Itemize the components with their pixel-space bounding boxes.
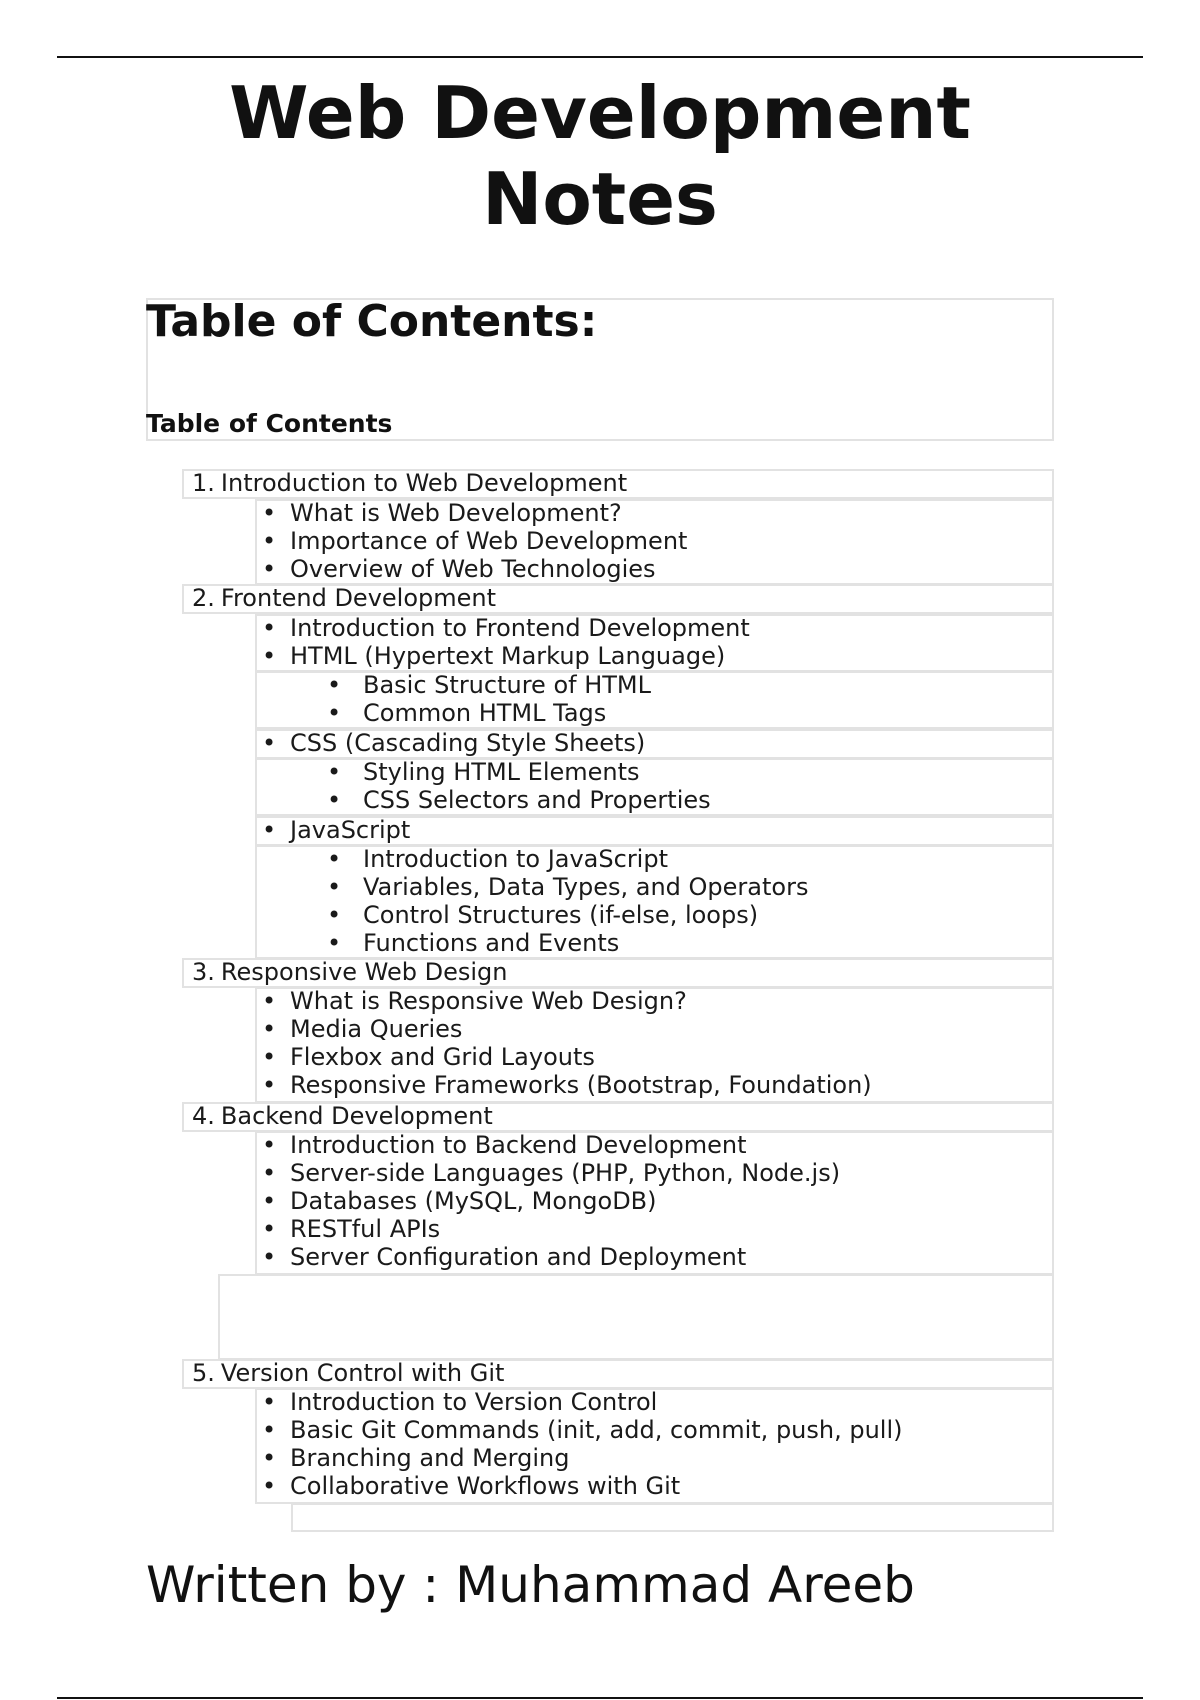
list-item[interactable] [262, 527, 687, 555]
list-item[interactable] [262, 499, 622, 527]
list-item-label: Server-side Languages (PHP, Python, Node.js) [290, 1159, 841, 1187]
bullet-icon: • [262, 614, 277, 642]
section-5-title[interactable] [192, 1359, 504, 1387]
section-3-title[interactable] [192, 958, 508, 986]
list-item-label: CSS (Cascading Style Sheets) [290, 729, 646, 757]
bullet-icon: • [327, 786, 342, 814]
author-line: Written by : Muhammad Areeb [146, 1556, 915, 1614]
list-item[interactable] [262, 1472, 680, 1500]
document-title: Web Development Notes [229, 71, 971, 241]
list-item-label: Overview of Web Technologies [290, 555, 656, 583]
section-1-title[interactable] [192, 469, 627, 497]
section-5-number: 5. [192, 1359, 215, 1387]
list-item-label: JavaScript [290, 816, 411, 844]
section-4-title[interactable] [192, 1102, 493, 1130]
bullet-icon: • [262, 1187, 277, 1215]
section-2-label: Frontend Development [220, 584, 497, 612]
section-4-number: 4. [192, 1102, 215, 1130]
top-rule [57, 56, 1143, 58]
list-item[interactable] [262, 816, 410, 844]
list-item[interactable] [262, 1215, 440, 1243]
bullet-icon: • [327, 929, 342, 957]
list-item[interactable] [262, 1159, 840, 1187]
bullet-icon: • [262, 555, 277, 583]
sub-list-item[interactable] [327, 758, 640, 786]
list-item-label: Importance of Web Development [290, 527, 688, 555]
section-2-number: 2. [192, 584, 215, 612]
sub-list-item-label: Introduction to JavaScript [363, 845, 668, 873]
list-item[interactable] [262, 1131, 747, 1159]
list-item[interactable] [262, 1071, 872, 1099]
bullet-icon: • [262, 1472, 277, 1500]
list-item[interactable] [262, 1015, 462, 1043]
list-item-label: HTML (Hypertext Markup Language) [290, 642, 726, 670]
list-item-label: Media Queries [290, 1015, 463, 1043]
bullet-icon: • [262, 729, 277, 757]
list-item[interactable] [262, 1416, 903, 1444]
bullet-icon: • [262, 1015, 277, 1043]
section-2-title[interactable] [192, 584, 496, 612]
list-item-label: What is Web Development? [290, 499, 622, 527]
bullet-icon: • [262, 1388, 277, 1416]
list-item[interactable] [262, 987, 687, 1015]
section-1-number: 1. [192, 469, 215, 497]
toc-heading: Table of Contents: [146, 296, 598, 347]
bullet-icon: • [262, 1071, 277, 1099]
section-3-label: Responsive Web Design [220, 958, 508, 986]
list-item-label: What is Responsive Web Design? [290, 987, 687, 1015]
sub-list-item[interactable] [327, 929, 619, 957]
bullet-icon: • [262, 1444, 277, 1472]
section-3-number: 3. [192, 958, 215, 986]
sub-list-item-label: CSS Selectors and Properties [363, 786, 711, 814]
list-item[interactable] [262, 729, 645, 757]
list-item[interactable] [262, 1388, 657, 1416]
bullet-icon: • [327, 671, 342, 699]
bullet-icon: • [262, 1416, 277, 1444]
bullet-icon: • [262, 527, 277, 555]
bullet-icon: • [262, 1043, 277, 1071]
bullet-icon: • [262, 1215, 277, 1243]
sub-list-item[interactable] [327, 873, 808, 901]
toc-subheading: Table of Contents [146, 409, 393, 438]
list-item[interactable] [262, 555, 656, 583]
list-item-label: Basic Git Commands (init, add, commit, push, pull) [290, 1416, 903, 1444]
bullet-icon: • [327, 901, 342, 929]
sub-list-item[interactable] [327, 901, 758, 929]
section-4-label: Backend Development [220, 1102, 493, 1130]
bullet-icon: • [262, 816, 277, 844]
list-item[interactable] [262, 1187, 657, 1215]
sub-list-item[interactable] [327, 671, 651, 699]
list-item[interactable] [262, 642, 725, 670]
sub-list-item-label: Variables, Data Types, and Operators [363, 873, 809, 901]
list-item-label: Databases (MySQL, MongoDB) [290, 1187, 657, 1215]
sub-list-item-label: Common HTML Tags [363, 699, 607, 727]
section-5-label: Version Control with Git [220, 1359, 505, 1387]
list-item-label: Introduction to Version Control [290, 1388, 658, 1416]
empty-trailing-box [291, 1503, 1054, 1532]
bullet-icon: • [327, 758, 342, 786]
sub-list-item-label: Basic Structure of HTML [363, 671, 651, 699]
bullet-icon: • [262, 499, 277, 527]
list-item-label: Flexbox and Grid Layouts [290, 1043, 595, 1071]
sub-list-item[interactable] [327, 786, 711, 814]
sub-list-item[interactable] [327, 699, 606, 727]
bullet-icon: • [262, 1131, 277, 1159]
sub-list-item-label: Functions and Events [363, 929, 620, 957]
bullet-icon: • [327, 845, 342, 873]
list-item-label: Branching and Merging [290, 1444, 570, 1472]
section-1-label: Introduction to Web Development [220, 469, 628, 497]
list-item-label: Collaborative Workflows with Git [290, 1472, 681, 1500]
list-item-label: Responsive Frameworks (Bootstrap, Foundation) [290, 1071, 872, 1099]
list-item[interactable] [262, 614, 750, 642]
list-item-label: Server Configuration and Deployment [290, 1243, 747, 1271]
bottom-rule [57, 1697, 1143, 1699]
list-item[interactable] [262, 1243, 746, 1271]
empty-spacer-box [218, 1274, 1054, 1360]
bullet-icon: • [327, 699, 342, 727]
bullet-icon: • [327, 873, 342, 901]
bullet-icon: • [262, 1159, 277, 1187]
bullet-icon: • [262, 987, 277, 1015]
list-item[interactable] [262, 1444, 569, 1472]
list-item-label: Introduction to Backend Development [290, 1131, 747, 1159]
sub-list-item-label: Styling HTML Elements [363, 758, 640, 786]
bullet-icon: • [262, 642, 277, 670]
list-item-label: RESTful APIs [290, 1215, 441, 1243]
list-item[interactable] [262, 1043, 595, 1071]
sub-list-item-label: Control Structures (if-else, loops) [363, 901, 759, 929]
list-item-label: Introduction to Frontend Development [290, 614, 750, 642]
sub-list-item[interactable] [327, 845, 668, 873]
bullet-icon: • [262, 1243, 277, 1271]
